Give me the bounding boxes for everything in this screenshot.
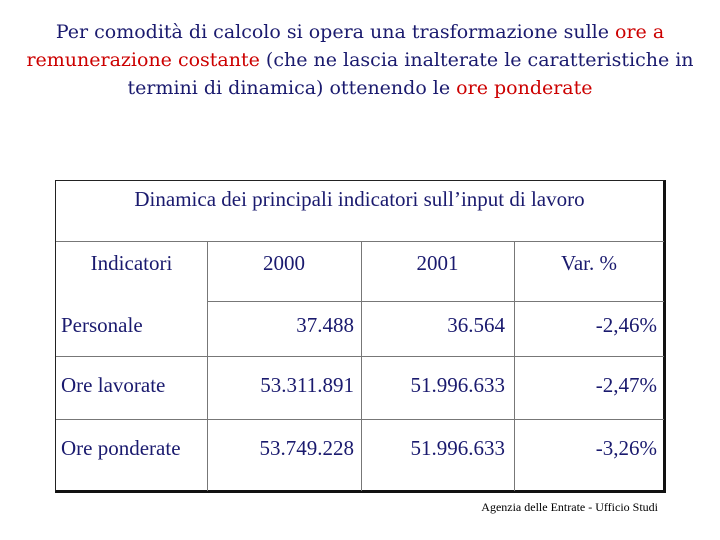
cell-personale-2000: 37.488	[296, 313, 354, 337]
row-label-ore-ponderate: Ore ponderate	[61, 436, 181, 460]
cell-personale-2001: 36.564	[447, 313, 505, 337]
header-2001: 2001	[416, 251, 459, 275]
footer-source: Agenzia delle Entrate - Ufficio Studi	[481, 500, 658, 514]
indicators-table	[55, 180, 666, 493]
cell-ore-lavorate-2001: 51.996.633	[410, 373, 505, 397]
row-divider	[56, 356, 664, 357]
heading-text-2: (che ne lascia inalterate le caratteristiche in termini di dinamica) ottenendo le	[127, 49, 694, 99]
heading-highlight-1: ore a remunerazione costante	[26, 21, 665, 71]
column-divider	[514, 241, 515, 491]
table-caption: Dinamica dei principali indicatori sull’input di lavoro	[134, 187, 585, 211]
row-label-personale: Personale	[61, 313, 143, 337]
cell-ore-lavorate-var: -2,47%	[595, 373, 657, 397]
slide-heading	[20, 18, 700, 102]
cell-ore-ponderate-var: -3,26%	[595, 436, 657, 460]
cell-ore-lavorate-2000: 53.311.891	[260, 373, 354, 397]
row-divider	[56, 241, 664, 242]
column-divider	[207, 241, 208, 491]
header-indicatori: Indicatori	[90, 251, 173, 275]
header-var: Var. %	[561, 251, 617, 275]
cell-ore-ponderate-2001: 51.996.633	[410, 436, 505, 460]
cell-ore-ponderate-2000: 53.749.228	[259, 436, 354, 460]
column-divider	[361, 241, 362, 491]
header-2000: 2000	[263, 251, 305, 275]
cell-personale-var: -2,46%	[595, 313, 657, 337]
heading-text-1: Per comodità di calcolo si opera una trasformazione sulle	[55, 21, 616, 43]
heading-highlight-2: ore ponderate	[456, 77, 593, 99]
row-label-ore-lavorate: Ore lavorate	[61, 373, 166, 397]
row-divider	[207, 301, 664, 302]
row-divider	[56, 419, 664, 420]
